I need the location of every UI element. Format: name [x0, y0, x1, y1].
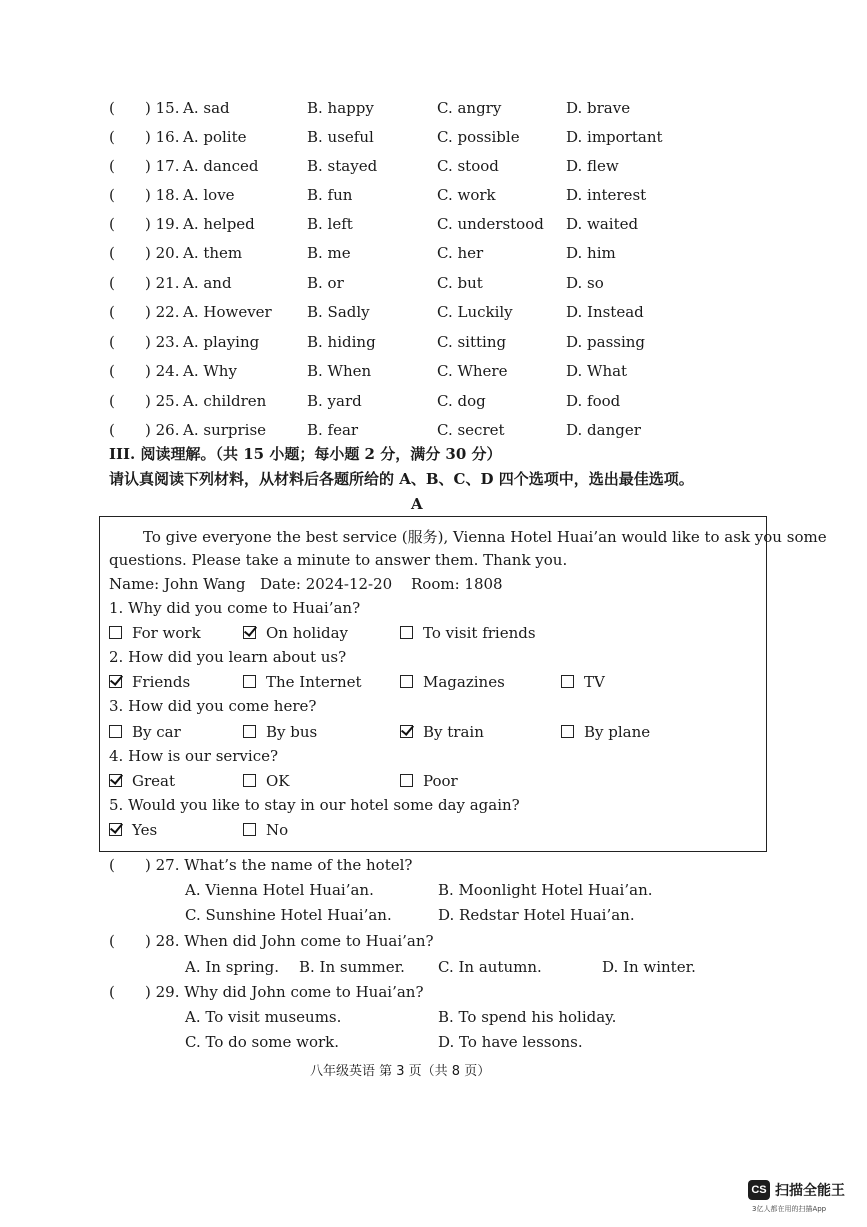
option-a: A. helped [183, 215, 255, 233]
option-d: D. him [566, 244, 616, 262]
option-d: D. so [566, 274, 604, 292]
option-d: D. flew [566, 157, 619, 175]
cloze-row [0, 99, 867, 123]
survey-room: Room: 1808 [411, 575, 503, 593]
question-number: ) 16. [145, 128, 180, 146]
q28-stem: ) 28. When did John come to Huai’an? [145, 932, 434, 950]
q29-option-b: B. To spend his holiday. [438, 1008, 617, 1026]
survey-option[interactable] [561, 723, 650, 741]
survey-option[interactable] [561, 673, 605, 691]
app-tagline: 3亿人都在用的扫描App [752, 1205, 827, 1213]
option-b: B. fear [307, 421, 359, 439]
q27-option-b: B. Moonlight Hotel Huai’an. [438, 881, 653, 899]
option-c: C. possible [437, 128, 520, 146]
survey-question-2: 2. How did you learn about us? [109, 648, 347, 666]
unchecked-box-icon[interactable] [243, 725, 256, 738]
survey-option[interactable] [243, 772, 290, 790]
survey-option[interactable] [243, 624, 348, 642]
option-c: C. work [437, 186, 496, 204]
q29-paren: ( [109, 983, 115, 1001]
option-d: D. brave [566, 99, 631, 117]
option-c: C. understood [437, 215, 544, 233]
q28-paren: ( [109, 932, 115, 950]
cloze-row [0, 333, 867, 357]
survey-option[interactable] [109, 624, 201, 642]
option-c: C. sitting [437, 333, 507, 351]
answer-paren: ( [109, 99, 115, 117]
option-a: A. However [183, 303, 272, 321]
q29-option-d: D. To have lessons. [438, 1033, 583, 1051]
survey-option-label: The Internet [266, 673, 362, 691]
option-c: C. Luckily [437, 303, 513, 321]
survey-question-5: 5. Would you like to stay in our hotel some day again? [109, 796, 520, 814]
unchecked-box-icon[interactable] [243, 675, 256, 688]
option-c: C. angry [437, 99, 502, 117]
option-b: B. When [307, 362, 372, 380]
q29-option-c: C. To do some work. [185, 1033, 340, 1051]
survey-option-label: By car [132, 723, 181, 741]
survey-option-label: To visit friends [423, 624, 536, 642]
question-number: ) 19. [145, 215, 180, 233]
q27-option-c: C. Sunshine Hotel Huai’an. [185, 906, 392, 924]
option-a: A. children [183, 392, 267, 410]
answer-paren: ( [109, 392, 115, 410]
survey-intro-line2: questions. Please take a minute to answer them. Thank you. [109, 551, 568, 569]
unchecked-box-icon[interactable] [243, 774, 256, 787]
survey-option-label: Poor [423, 772, 458, 790]
cloze-row [0, 303, 867, 327]
option-b: B. Sadly [307, 303, 370, 321]
option-c: C. her [437, 244, 484, 262]
option-a: A. love [183, 186, 235, 204]
q27-paren: ( [109, 856, 115, 874]
option-b: B. yard [307, 392, 362, 410]
checked-box-icon[interactable] [109, 823, 122, 836]
q28-option-d: D. In winter. [602, 958, 696, 976]
survey-name: Name: John Wang [109, 575, 246, 593]
option-d: D. Instead [566, 303, 644, 321]
section-title: III. 阅读理解。（共 15 小题；每小题 2 分，满分 30 分） [109, 445, 502, 463]
option-a: A. sad [183, 99, 230, 117]
survey-intro-line1: To give everyone the best service (服务), Vienna Hotel Huai’an would like to ask you some [143, 528, 827, 546]
survey-option-label: No [266, 821, 289, 839]
unchecked-box-icon[interactable] [243, 823, 256, 836]
option-b: B. hiding [307, 333, 376, 351]
cloze-row [0, 186, 867, 210]
option-a: A. surprise [183, 421, 267, 439]
answer-paren: ( [109, 244, 115, 262]
answer-paren: ( [109, 303, 115, 321]
question-number: ) 22. [145, 303, 180, 321]
option-d: D. What [566, 362, 628, 380]
survey-option[interactable] [109, 821, 157, 839]
app-name: 扫描全能王 [775, 1183, 845, 1199]
unchecked-box-icon[interactable] [561, 675, 574, 688]
survey-option[interactable] [109, 723, 181, 741]
checked-box-icon[interactable] [109, 675, 122, 688]
option-d: D. food [566, 392, 621, 410]
option-b: B. left [307, 215, 353, 233]
survey-option[interactable] [400, 624, 536, 642]
option-c: C. Where [437, 362, 508, 380]
survey-option[interactable] [109, 673, 190, 691]
survey-option[interactable] [243, 673, 362, 691]
option-a: A. Why [183, 362, 237, 380]
cloze-row [0, 244, 867, 268]
hotel-survey-box [99, 516, 827, 852]
survey-option[interactable] [400, 673, 505, 691]
cloze-row [0, 215, 867, 239]
checked-box-icon[interactable] [109, 774, 122, 787]
option-d: D. passing [566, 333, 646, 351]
option-d: D. danger [566, 421, 641, 439]
answer-paren: ( [109, 333, 115, 351]
question-number: ) 24. [145, 362, 180, 380]
question-number: ) 26. [145, 421, 180, 439]
question-number: ) 21. [145, 274, 180, 292]
survey-option-label: Yes [132, 821, 158, 839]
survey-option-label: By bus [266, 723, 318, 741]
answer-paren: ( [109, 186, 115, 204]
checked-box-icon[interactable] [400, 725, 413, 738]
cloze-row [0, 128, 867, 152]
question-number: ) 17. [145, 157, 180, 175]
survey-option[interactable] [400, 772, 458, 790]
option-b: B. or [307, 274, 344, 292]
q28-option-b: B. In summer. [299, 958, 405, 976]
q29-stem: ) 29. Why did John come to Huai’an? [145, 983, 424, 1001]
option-b: B. me [307, 244, 351, 262]
section-instruction: 请认真阅读下列材料，从材料后各题所给的 A、B、C、D 四个选项中，选出最佳选项。 [109, 470, 694, 488]
survey-option-label: Great [132, 772, 176, 790]
option-a: A. danced [183, 157, 259, 175]
unchecked-box-icon[interactable] [561, 725, 574, 738]
option-c: C. dog [437, 392, 486, 410]
survey-option-label: By train [423, 723, 484, 741]
checked-box-icon[interactable] [243, 626, 256, 639]
survey-question-3: 3. How did you come here? [109, 697, 317, 715]
answer-paren: ( [109, 274, 115, 292]
question-number: ) 23. [145, 333, 180, 351]
question-number: ) 20. [145, 244, 180, 262]
survey-option-label: For work [132, 624, 201, 642]
survey-question-1: 1. Why did you come to Huai’an? [109, 599, 361, 617]
option-c: C. secret [437, 421, 505, 439]
q27-stem: ) 27. What’s the name of the hotel? [145, 856, 413, 874]
answer-paren: ( [109, 421, 115, 439]
option-a: A. and [183, 274, 232, 292]
survey-question-4: 4. How is our service? [109, 747, 279, 765]
q27-option-a: A. Vienna Hotel Huai’an. [185, 881, 374, 899]
option-a: A. playing [183, 333, 260, 351]
unchecked-box-icon[interactable] [400, 675, 413, 688]
option-a: A. polite [183, 128, 247, 146]
unchecked-box-icon[interactable] [400, 774, 413, 787]
answer-paren: ( [109, 362, 115, 380]
unchecked-box-icon[interactable] [109, 626, 122, 639]
q28-option-c: C. In autumn. [438, 958, 542, 976]
answer-paren: ( [109, 215, 115, 233]
survey-option-label: OK [266, 772, 290, 790]
survey-option[interactable] [243, 723, 317, 741]
option-c: C. but [437, 274, 483, 292]
answer-paren: ( [109, 128, 115, 146]
page-number: 八年级英语 第 3 页（共 8 页） [310, 1064, 491, 1079]
survey-option-label: TV [584, 673, 605, 691]
q29-option-a: A. To visit museums. [185, 1008, 342, 1026]
question-number: ) 18. [145, 186, 180, 204]
survey-option-label: Friends [132, 673, 191, 691]
question-number: ) 25. [145, 392, 180, 410]
unchecked-box-icon[interactable] [109, 725, 122, 738]
option-b: B. fun [307, 186, 353, 204]
option-b: B. happy [307, 99, 374, 117]
option-d: D. interest [566, 186, 647, 204]
answer-paren: ( [109, 157, 115, 175]
option-d: D. waited [566, 215, 639, 233]
cloze-row [0, 362, 867, 386]
q27-option-d: D. Redstar Hotel Huai’an. [438, 906, 635, 924]
option-b: B. useful [307, 128, 374, 146]
cloze-row [0, 274, 867, 298]
option-c: C. stood [437, 157, 499, 175]
q28-option-a: A. In spring. [185, 958, 280, 976]
survey-option-label: On holiday [266, 624, 349, 642]
cloze-row [0, 392, 867, 416]
question-number: ) 15. [145, 99, 180, 117]
passage-label: A [411, 495, 423, 513]
camscanner-logo-icon: CS [748, 1180, 770, 1200]
cloze-row [0, 421, 867, 445]
option-a: A. them [183, 244, 243, 262]
cloze-row [0, 157, 867, 181]
survey-option[interactable] [243, 821, 288, 839]
option-b: B. stayed [307, 157, 378, 175]
survey-option[interactable] [109, 772, 175, 790]
survey-option[interactable] [400, 723, 484, 741]
survey-option-label: Magazines [423, 673, 505, 691]
survey-option-label: By plane [584, 723, 651, 741]
unchecked-box-icon[interactable] [400, 626, 413, 639]
option-d: D. important [566, 128, 663, 146]
survey-date: Date: 2024-12-20 [260, 575, 393, 593]
